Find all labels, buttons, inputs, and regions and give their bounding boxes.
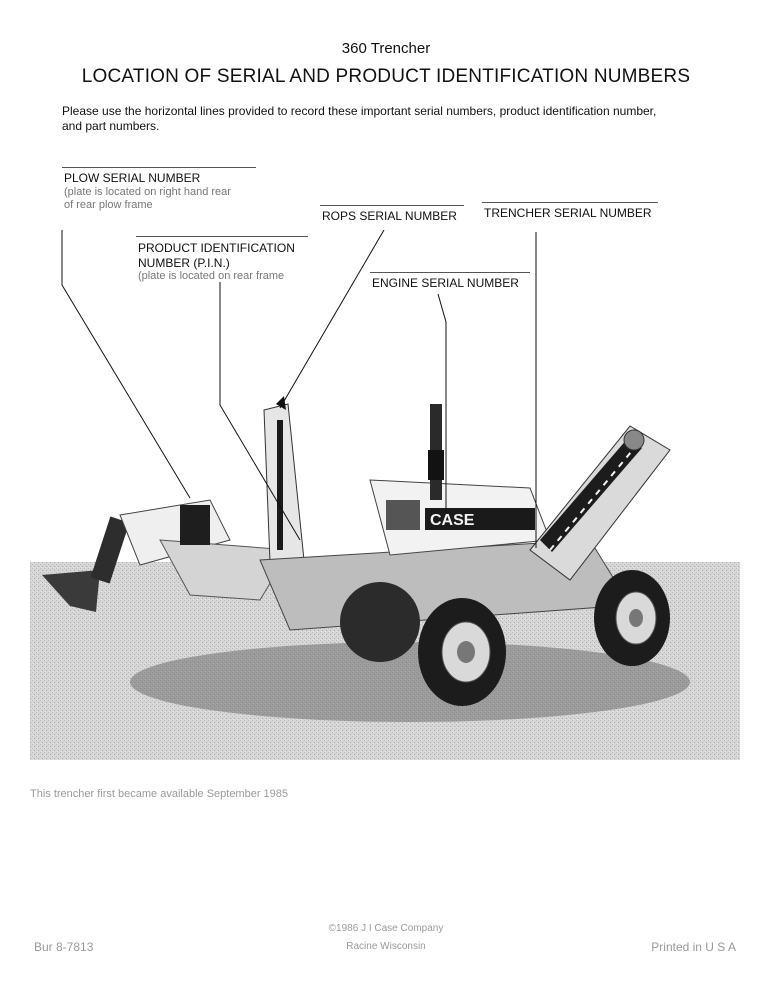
page-title: LOCATION OF SERIAL AND PRODUCT IDENTIFICATION NUMBERS (81, 66, 691, 87)
photo-caption: This trencher first became available September 1985 (30, 788, 289, 800)
plow-serial-note-line-1: (plate is located on right hand rear (64, 186, 231, 198)
pin-label-line-2: NUMBER (P.I.N.) (138, 256, 230, 270)
rops-leader (280, 230, 384, 408)
footer-copyright-line-2: Racine Wisconsin (346, 941, 426, 952)
brand-decal: CASE (430, 512, 475, 529)
plow-serial-label: PLOW SERIAL NUMBER (64, 171, 201, 185)
pin-note: (plate is located on rear frame (138, 270, 285, 282)
plow-leader (62, 230, 190, 498)
model-name: 360 Trencher (341, 40, 431, 57)
rops-serial-label: ROPS SERIAL NUMBER (322, 209, 457, 223)
plow-serial-note-line-2: of rear plow frame (64, 199, 153, 211)
pin-leader (220, 282, 300, 540)
footer-printed-in: Printed in U S A (651, 940, 736, 954)
footer-copyright (250, 920, 522, 956)
engine-leader (438, 294, 446, 512)
intro-text: Please use the horizontal lines provided to record these important serial numbers, product identification number, and part numbers. (62, 104, 657, 133)
footer-bur-number: Bur 8-7813 (34, 940, 94, 954)
pin-label-line-1: PRODUCT IDENTIFICATION (138, 241, 295, 255)
trencher-serial-label: TRENCHER SERIAL NUMBER (484, 206, 652, 220)
footer-copyright-line-1: ©1986 J I Case Company (328, 923, 444, 934)
rops-arrowhead (276, 396, 286, 410)
engine-serial-label: ENGINE SERIAL NUMBER (372, 276, 519, 290)
